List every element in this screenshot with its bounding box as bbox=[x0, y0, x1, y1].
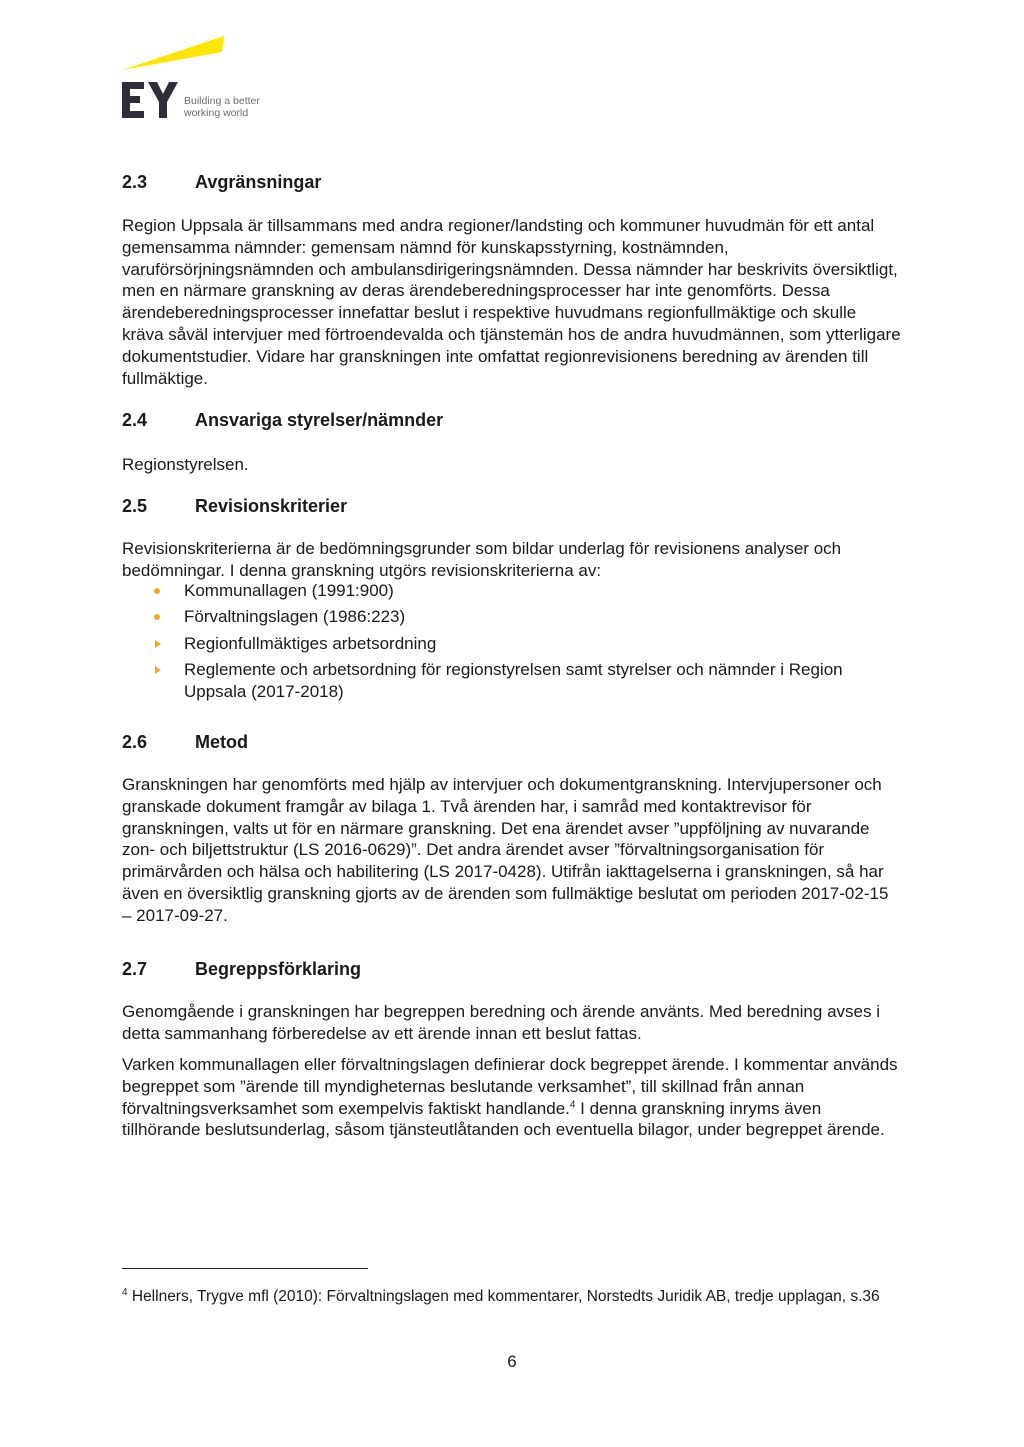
footnote-mark: 4 bbox=[122, 1286, 128, 1298]
footnote bbox=[122, 1287, 882, 1307]
list-item-text: Förvaltningslagen (1986:223) bbox=[184, 607, 406, 627]
logo-beam-icon bbox=[122, 36, 224, 70]
paragraph-avgransningar: Region Uppsala är tillsammans med andra regioner/landsting och kommuner huvudmän för ett antal gemensamma nämnder: gemensam nämnd för kunskapsstyrning, kostnämnden, varuförsörjningsnämnden och ambulansdirigeringsnämnden. Dessa nämnder har beskrivits översiktligt, men en närmare granskning av deras ärendeberedningsprocesser har inte genomförts. Dessa ärendeberedningsprocesser innefattar beslut i respektive huvudmans regionfullmäktige och skulle kräva såväl intervjuer med förtroendevalda och tjänstemän hos de andra huvudmännen, som ytterligare dokumentstudier. Vidare har granskningen inte omfattat regionrevisionens beredning av ärenden till fullmäktige. bbox=[122, 216, 901, 388]
list-item-text: Kommunallagen (1991:900) bbox=[184, 581, 394, 600]
section-heading-2-7 bbox=[122, 959, 361, 980]
paragraph-revisionskriterier: Revisionskriterierna är de bedömningsgrunder som bildar underlag för revisionens analyser och bedömningar. I denna granskning utgörs revisionskriterierna av: bbox=[122, 539, 842, 580]
bullet-arrow-icon bbox=[155, 640, 161, 648]
section-title: Metod bbox=[195, 732, 248, 752]
section-heading-2-3 bbox=[122, 172, 321, 193]
footnote-text: Hellners, Trygve mfl (2010): Förvaltningslagen med kommentarer, Norstedts Juridik AB, tredje upplagan, s.36 bbox=[127, 1288, 880, 1305]
paragraph-text: I denna granskning inryms även tillhörande beslutsunderlag, såsom tjänsteutlåtanden och eventuella bilagor, under begreppet ärende. bbox=[122, 1098, 885, 1140]
bullet-dot-icon bbox=[154, 588, 160, 594]
criteria-list bbox=[122, 580, 902, 707]
bullet-dot-icon bbox=[154, 614, 160, 620]
section-title: Avgränsningar bbox=[195, 172, 322, 192]
bullet-arrow-icon bbox=[155, 666, 161, 674]
paragraph-begrepp-1: Genomgående i granskningen har begreppen beredning och ärende använts. Med beredning avses i detta sammanhang förberedelse av ett ärende innan ett beslut fattas. bbox=[122, 1002, 880, 1043]
section-number: 2.6 bbox=[122, 732, 148, 752]
section-title: Ansvariga styrelser/nämnder bbox=[195, 410, 444, 430]
section-title: Revisionskriterier bbox=[195, 496, 348, 516]
list-item-text: Regionfullmäktiges arbetsordning bbox=[184, 633, 437, 653]
list-item bbox=[122, 633, 902, 655]
page-number: 6 bbox=[507, 1352, 517, 1371]
footnote-divider bbox=[122, 1268, 368, 1269]
tagline-line-1: Building a better bbox=[184, 95, 260, 107]
tagline-line-2: working world bbox=[184, 107, 249, 119]
list-item bbox=[122, 659, 902, 703]
section-title: Begreppsförklaring bbox=[195, 959, 362, 979]
section-number: 2.5 bbox=[122, 496, 148, 516]
section-heading-2-4 bbox=[122, 410, 443, 431]
section-number: 2.4 bbox=[122, 410, 148, 430]
paragraph-ansvariga: Regionstyrelsen. bbox=[122, 455, 249, 474]
list-item-text: Reglemente och arbetsordning för regionstyrelsen samt styrelser och nämnder i Region Uppsala (2017-2018) bbox=[184, 660, 843, 701]
section-number: 2.7 bbox=[122, 959, 148, 979]
section-heading-2-6 bbox=[122, 732, 248, 753]
section-number: 2.3 bbox=[122, 172, 148, 192]
footnote-reference: 4 bbox=[569, 1098, 576, 1110]
paragraph-begrepp-2 bbox=[122, 1054, 902, 1141]
paragraph-metod: Granskningen har genomförts med hjälp av intervjuer och dokumentgranskning. Intervjupersoner och granskade dokument framgår av bilaga 1. Två ärenden har, i samråd med kontaktrevisor för granskningen, valts ut för en närmare granskning. Det ena ärendet avser ”uppföljning av nuvarande zon- och biljettstruktur (LS 2016-0629)”. Det andra ärendet avser ”förvaltningsorganisation för primärvården och hälsa och habilitering (LS 2017-0428). Utifrån iakttagelserna i granskningen, så har även en översiktlig granskning gjorts av de ärenden som fullmäktige beslutat om perioden 2017-02-15 – 2017-09-27. bbox=[122, 775, 889, 925]
paragraph-text: Varken kommunallagen eller förvaltningslagen definierar dock begreppet ärende. I kommentar används begreppet som ”ärende till myndigheternas beslutande verksamhet”, till skillnad från annan förvaltningsverksamhet som exempelvis faktiskt handlande. bbox=[122, 1055, 898, 1118]
section-heading-2-5 bbox=[122, 496, 347, 517]
list-item bbox=[122, 606, 902, 628]
logo-tagline bbox=[184, 95, 260, 119]
list-item bbox=[122, 580, 902, 602]
